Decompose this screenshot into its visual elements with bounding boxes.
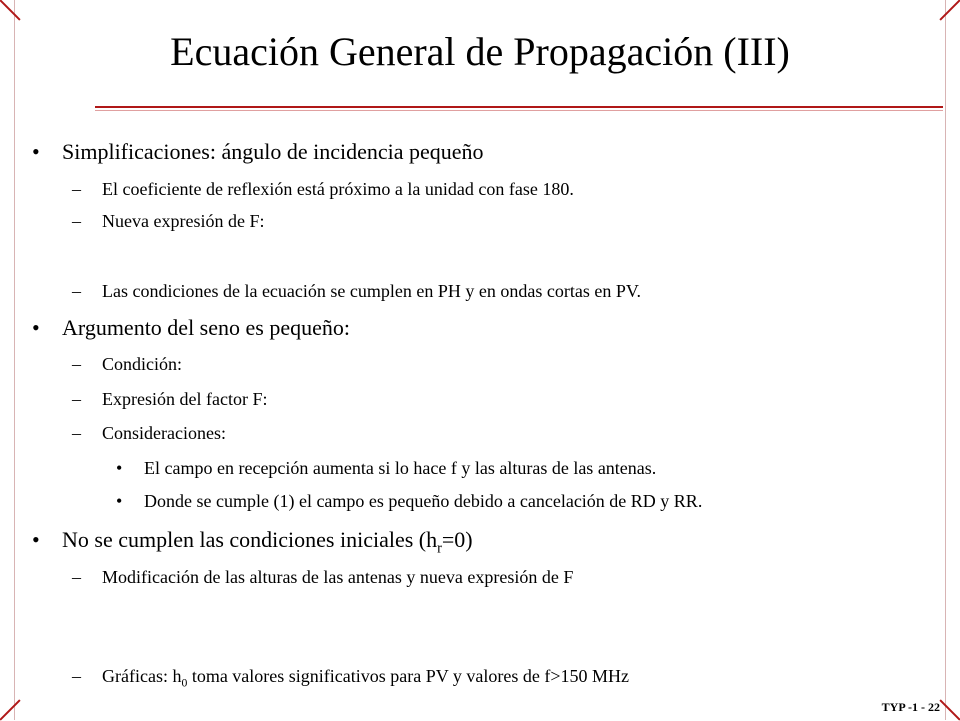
dash-marker: – bbox=[72, 423, 81, 443]
sub-item-text: Condición: bbox=[102, 354, 182, 374]
sub-item-text: El coeficiente de reflexión está próximo a la unidad con fase 180. bbox=[102, 179, 574, 199]
bullet-simplificaciones bbox=[32, 139, 484, 165]
sub-item-coeficiente bbox=[72, 178, 574, 200]
sub-item-condicion bbox=[72, 353, 182, 375]
bullet-marker: • bbox=[116, 491, 123, 511]
bullet-marker: • bbox=[32, 315, 40, 340]
subscript-r: r bbox=[437, 540, 442, 557]
dash-marker: – bbox=[72, 666, 81, 686]
slide-title: Ecuación General de Propagación (III) bbox=[170, 29, 790, 74]
sub-item-condiciones bbox=[72, 280, 641, 302]
dash-marker: – bbox=[72, 567, 81, 587]
dash-marker: – bbox=[72, 211, 81, 231]
bullet-marker: • bbox=[116, 458, 123, 478]
sub-item-modificacion bbox=[72, 566, 573, 588]
dash-marker: – bbox=[72, 354, 81, 374]
slide-footer: TYP -1 - 22 bbox=[881, 700, 940, 714]
sub-sub-item-campo-aumenta bbox=[116, 457, 656, 479]
bullet-marker: • bbox=[32, 139, 40, 164]
bullet-argumento-seno bbox=[32, 315, 350, 341]
sub-item-consideraciones bbox=[72, 422, 226, 444]
sub-item-text: Modificación de las alturas de las antenas y nueva expresión de F bbox=[102, 567, 574, 587]
sub-item-text: Expresión del factor F: bbox=[102, 389, 268, 409]
sub-sub-item-text: El campo en recepción aumenta si lo hace f y las alturas de las antenas. bbox=[144, 458, 657, 478]
sub-item-text-end: toma valores significativos para PV y valores de f>150 MHz bbox=[187, 666, 630, 686]
sub-item-text: Consideraciones: bbox=[102, 423, 226, 443]
sub-item-text: Las condiciones de la ecuación se cumplen en PH y en ondas cortas en PV. bbox=[102, 281, 642, 301]
dash-marker: – bbox=[72, 281, 81, 301]
bullet-text: Simplificaciones: ángulo de incidencia pequeño bbox=[62, 139, 484, 164]
dash-marker: – bbox=[72, 389, 81, 409]
bullet-no-se-cumplen bbox=[32, 527, 473, 557]
sub-item-nueva-expresion bbox=[72, 210, 264, 232]
bullet-text-end: =0) bbox=[441, 527, 473, 552]
sub-item-expresion-factor bbox=[72, 388, 267, 410]
bullet-text: No se cumplen las condiciones iniciales (h bbox=[62, 527, 438, 552]
sub-sub-item-campo-pequeno bbox=[116, 490, 702, 512]
sub-item-text: Nueva expresión de F: bbox=[102, 211, 265, 231]
subscript-0: 0 bbox=[181, 676, 188, 690]
bullet-marker: • bbox=[32, 527, 40, 552]
dash-marker: – bbox=[72, 179, 81, 199]
sub-sub-item-text: Donde se cumple (1) el campo es pequeño debido a cancelación de RD y RR. bbox=[144, 491, 703, 511]
sub-item-text: Gráficas: h bbox=[102, 666, 182, 686]
sub-item-graficas bbox=[72, 665, 630, 690]
bullet-text: Argumento del seno es pequeño: bbox=[62, 315, 350, 340]
